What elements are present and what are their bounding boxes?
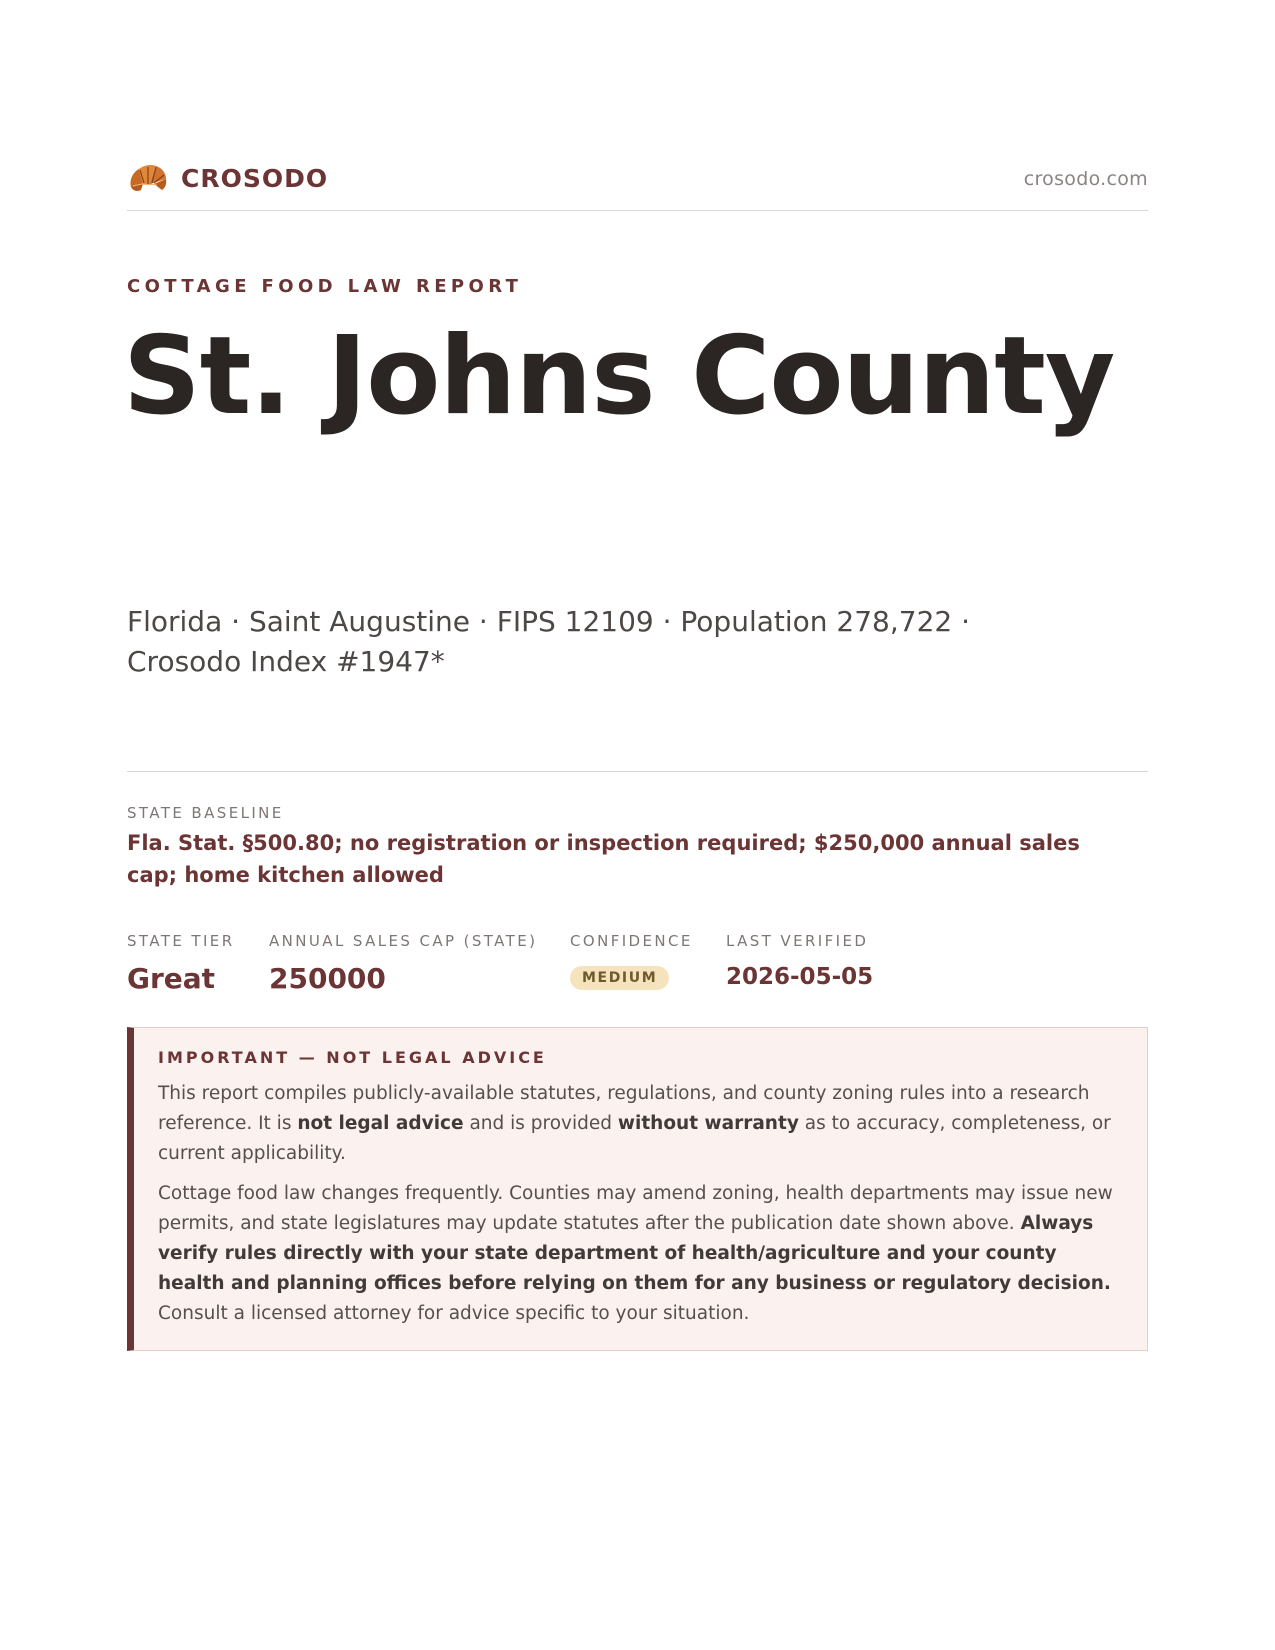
legal-notice-paragraph-1 — [158, 1079, 1123, 1169]
site-url-link[interactable]: crosodo.com — [1023, 168, 1148, 190]
state-baseline-label: STATE BASELINE — [127, 804, 284, 822]
stat-value: 2026-05-05 — [726, 964, 874, 990]
section-divider — [127, 771, 1148, 772]
stat-value: Great — [127, 962, 216, 995]
stat-label: STATE TIER — [127, 932, 235, 950]
notice-text: This report compiles publicly-available statutes, regulations, and county zoning rules into a research reference. It is — [158, 1083, 1090, 1134]
legal-notice — [127, 1027, 1148, 1351]
notice-emphasis: without warranty — [617, 1113, 799, 1134]
report-page — [123, 0, 1148, 1650]
notice-text: and is provided — [463, 1113, 618, 1134]
stat-value: 250000 — [269, 962, 386, 995]
county-meta — [127, 602, 1027, 682]
notice-text: Cottage food law changes frequently. Counties may amend zoning, health departments may issue new permits, and state legislatures may update statutes after the publication date shown above. — [158, 1183, 1113, 1234]
confidence-badge: MEDIUM — [570, 966, 669, 990]
stat-confidence — [570, 932, 693, 990]
stat-label: ANNUAL SALES CAP (STATE) — [269, 932, 538, 950]
page-header — [127, 158, 1148, 211]
croissant-icon — [127, 160, 169, 196]
legal-notice-title: IMPORTANT — NOT LEGAL ADVICE — [158, 1048, 547, 1067]
stat-annual-sales-cap — [269, 932, 537, 995]
brand-name: CROSODO — [181, 163, 329, 193]
notice-emphasis: not legal advice — [297, 1113, 464, 1134]
county-meta-line-2: Crosodo Index #1947* — [127, 645, 445, 678]
brand[interactable] — [127, 160, 328, 196]
stat-last-verified — [726, 932, 873, 990]
stat-label: CONFIDENCE — [570, 932, 693, 950]
state-baseline-text: Fla. Stat. §500.80; no registration or inspection required; $250,000 annual sales cap; home kitchen allowed — [127, 831, 1080, 887]
report-kicker: COTTAGE FOOD LAW REPORT — [127, 276, 523, 297]
notice-emphasis: Always verify rules directly with your state department of health/agriculture and your county health and planning offices before relying on them for any business or regulatory decision. — [158, 1213, 1111, 1294]
notice-text: as to accuracy, completeness, or current applicability. — [158, 1113, 1111, 1164]
stats-row — [127, 932, 1148, 1002]
legal-notice-paragraph-2 — [158, 1179, 1123, 1329]
county-meta-line-1: Florida · Saint Augustine · FIPS 12109 · Population 278,722 · — [127, 605, 971, 638]
stat-label: LAST VERIFIED — [726, 932, 869, 950]
page-title: St. Johns County — [123, 314, 1115, 439]
notice-text: Consult a licensed attorney for advice specific to your situation. — [158, 1303, 750, 1324]
stat-state-tier — [127, 932, 235, 995]
